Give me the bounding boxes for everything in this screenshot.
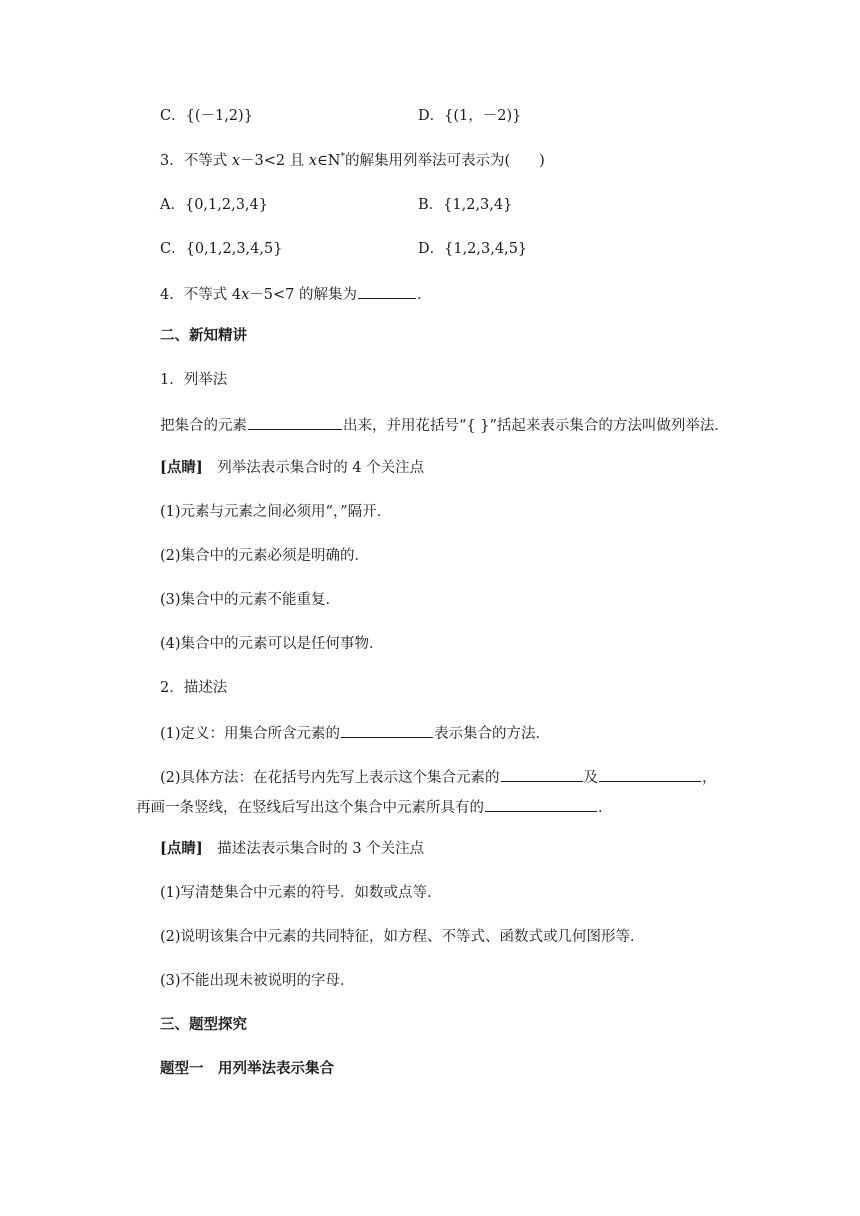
q4-text-2: －5<7 的解集为	[249, 287, 357, 303]
q3-text-1: 3．不等式	[160, 153, 232, 169]
desc-steps-text-1: (2)具体方法：在花括号内先写上表示这个集合元素的	[160, 770, 500, 786]
tip-1-item-4: (4)集合中的元素可以是任何事物．	[160, 636, 384, 652]
question-type-1: 题型一 用列举法表示集合	[160, 1060, 334, 1077]
enum-method-title: 1．列举法	[160, 372, 228, 388]
section-2-title: 二、新知精讲	[160, 327, 247, 344]
q3-option-a: A．{0,1,2,3,4}	[160, 197, 268, 213]
desc-steps-text-3: ，	[702, 770, 717, 786]
q3-question	[160, 151, 545, 171]
desc-method-steps-2	[136, 796, 613, 818]
desc-method-title: 2．描述法	[160, 680, 228, 696]
tip-2-item-1: (1)写清楚集合中元素的符号．如数或点等．	[160, 885, 442, 901]
tip-2-item-2: (2)说明该集合中元素的共同特征，如方程、不等式、函数式或几何图形等．	[160, 929, 645, 945]
q3-var-x: x	[231, 153, 241, 169]
desc-steps-text-2: 及	[583, 770, 599, 786]
q3-option-b: B．{1,2,3,4}	[418, 197, 513, 213]
q4-answer-blank	[358, 283, 416, 299]
enum-def-blank	[248, 414, 342, 430]
desc-def-text-2: 表示集合的方法．	[434, 726, 551, 742]
q3-var-x: x	[308, 153, 318, 169]
tip-1-tag: [点睛]	[160, 459, 203, 476]
q2-option-d: D．{(1，－2)}	[418, 108, 522, 124]
tip-2-item-3: (3)不能出现未被说明的字母．	[160, 973, 355, 989]
q2-option-c: C．{(－1,2)}	[160, 108, 253, 124]
tip-2-text: 描述法表示集合时的 3 个关注点	[202, 841, 425, 857]
desc-method-steps-1	[160, 766, 717, 788]
desc-steps-text-5: ．	[598, 800, 613, 816]
tip-1-heading	[160, 458, 424, 478]
q4-text-end: ．	[416, 287, 432, 303]
q3-option-d: D．{1,2,3,4,5}	[418, 241, 528, 257]
desc-def-text-1: (1)定义：用集合所含元素的	[160, 726, 341, 742]
q4-text-1: 4．不等式 4	[160, 287, 242, 303]
section-3-title: 三、题型探究	[160, 1016, 247, 1033]
tip-1-item-1: (1)元素与元素之间必须用“，”隔开．	[160, 504, 392, 520]
tip-2-heading	[160, 839, 424, 859]
desc-method-definition	[160, 722, 550, 744]
desc-steps-blank-1	[501, 766, 583, 782]
tip-1-item-3: (3)集合中的元素不能重复．	[160, 592, 341, 608]
desc-def-blank	[341, 722, 433, 738]
q3-text-3: ∈N	[317, 153, 341, 169]
desc-steps-blank-2	[599, 766, 701, 782]
desc-steps-text-4: 再画一条竖线，在竖线后写出这个集合中元素所具有的	[136, 800, 484, 816]
q3-text-2: －3<2 且	[240, 153, 309, 169]
tip-2-tag: [点睛]	[160, 840, 203, 857]
q4-question	[160, 283, 431, 305]
enum-method-definition	[160, 414, 729, 436]
q3-superscript: *	[340, 152, 345, 163]
tip-1-text: 列举法表示集合时的 4 个关注点	[202, 460, 425, 476]
enum-def-text-1: 把集合的元素	[160, 418, 247, 434]
enum-def-text-2: 出来，并用花括号“{ }”括起来表示集合的方法叫做列举法．	[343, 418, 729, 434]
q3-text-4: 的解集用列举法可表示为( )	[344, 153, 545, 169]
q4-var-x: x	[241, 287, 250, 303]
desc-steps-blank-3	[485, 796, 597, 812]
tip-1-item-2: (2)集合中的元素必须是明确的．	[160, 548, 370, 564]
q3-option-c: C．{0,1,2,3,4,5}	[160, 241, 283, 257]
